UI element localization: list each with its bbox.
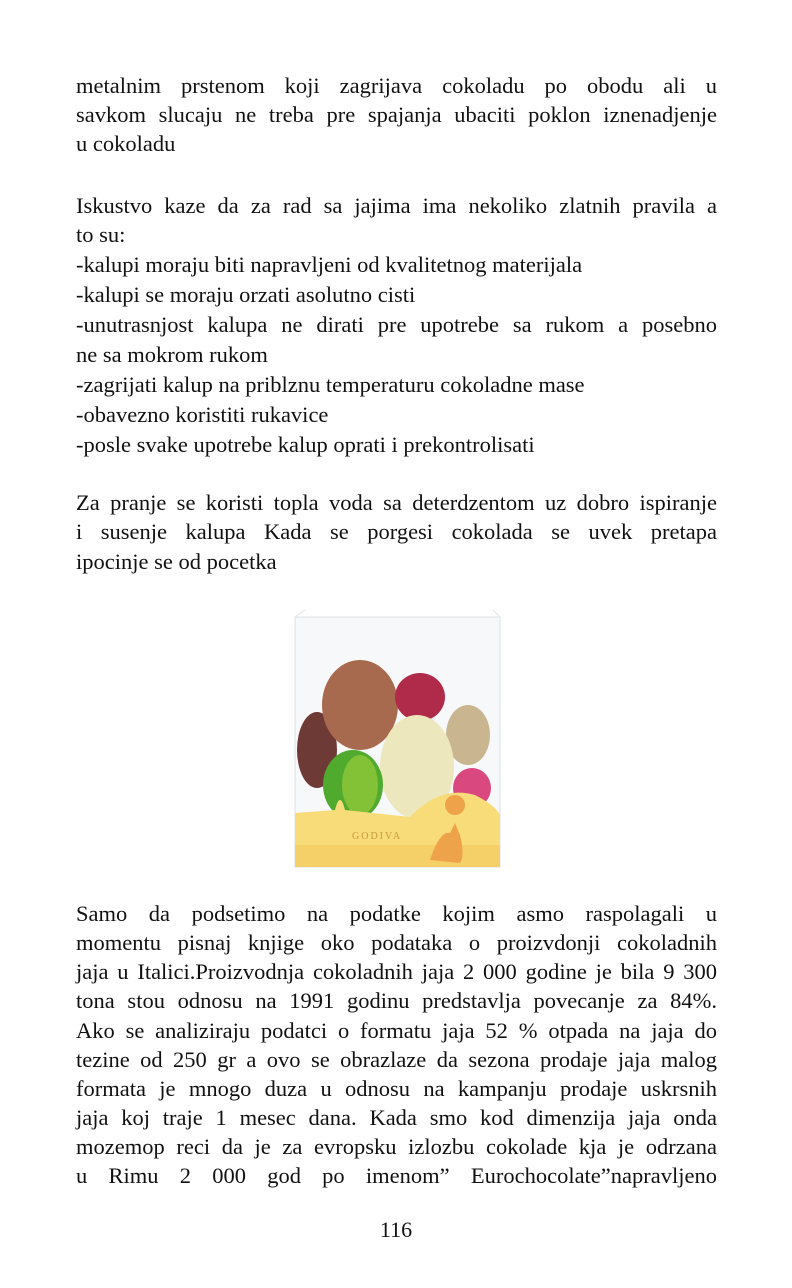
- text-line: Ako se analiziraju podatci o formatu jaja 52 % otpada na jaja do: [76, 1018, 717, 1043]
- text-line: momentu pisnaj knjige oko podataka o proizvdonji cokoladnih: [76, 930, 717, 955]
- text-line: tezine od 250 gr a ovo se obrazlaze da sezona prodaje jaja malog: [76, 1047, 717, 1072]
- text-line: i susenje kalupa Kada se porgesi cokolada se uvek pretapa: [76, 519, 717, 544]
- text-line: Iskustvo kaze da za rad sa jajima ima nekoliko zlatnih pravila a: [76, 193, 717, 218]
- text-line: mozemop reci da je za evropsku izlozbu cokolade kja je odrzana: [76, 1134, 717, 1159]
- text-line: metalnim prstenom koji zagrijava cokoladu po obodu ali u: [76, 73, 717, 98]
- page-number: 116: [379, 1217, 413, 1242]
- text-line: -obavezno koristiti rukavice: [76, 402, 329, 427]
- text-line: to su:: [76, 222, 126, 247]
- text-line: ipocinje se od pocetka: [76, 549, 277, 574]
- text-line: -kalupi se moraju orzati asolutno cisti: [76, 282, 416, 307]
- text-line: tona stou odnosu na 1991 godinu predstavlja povecanje za 84%.: [76, 988, 717, 1013]
- text-line: u cokoladu: [76, 131, 176, 156]
- text-line: jaja u Italici.Proizvodnja cokoladnih jaja 2 000 godine je bila 9 300: [76, 959, 717, 984]
- text-line: -posle svake upotrebe kalup oprati i prekontrolisati: [76, 432, 535, 457]
- text-line: u Rimu 2 000 god po imenom” Eurochocolate”napravljeno: [76, 1163, 717, 1188]
- text-line: -zagrijati kalup na priblznu temperaturu cokoladne mase: [76, 372, 585, 397]
- text-line: -unutrasnjost kalupa ne dirati pre upotrebe sa rukom a posebno: [76, 312, 717, 337]
- text-line: -kalupi moraju biti napravljeni od kvalitetnog materijala: [76, 252, 583, 277]
- brand-logo: GODIVA: [352, 831, 403, 842]
- text-line: formata je mnogo duza u odnosu na kampanju prodaje uskrsnih: [76, 1076, 717, 1101]
- chocolate-eggs-box-image: [290, 605, 505, 875]
- text-line: jaja koj traje 1 mesec dana. Kada smo kod dimenzija jaja onda: [76, 1105, 717, 1130]
- text-line: ne sa mokrom rukom: [76, 342, 268, 367]
- text-line: savkom slucaju ne treba pre spajanja ubaciti poklon iznenadjenje: [76, 102, 717, 127]
- text-line: Za pranje se koristi topla voda sa deterdzentom uz dobro ispiranje: [76, 490, 717, 515]
- text-line: Samo da podsetimo na podatke kojim asmo raspolagali u: [76, 901, 717, 926]
